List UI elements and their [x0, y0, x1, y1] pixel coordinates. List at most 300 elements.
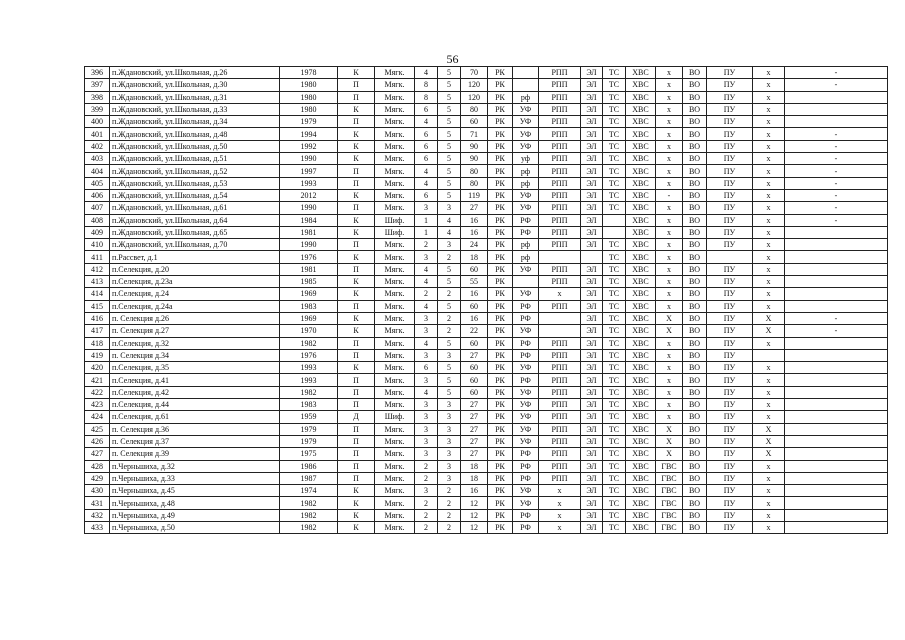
- col-power-cell: ЭЛ: [581, 386, 603, 398]
- col-facade-cell: рф: [513, 239, 539, 251]
- roof-type-cell: Мягк.: [375, 276, 415, 288]
- year-built-cell: 1979: [280, 116, 338, 128]
- col-rpp-cell: РПП: [539, 128, 581, 140]
- col-rpp-cell: РПП: [539, 460, 581, 472]
- col-heating-cell: ТС: [603, 399, 626, 411]
- address-cell: п.Ждановский, ул.Школьная, д.48: [110, 128, 280, 140]
- col-hot-water-cell: х: [656, 374, 683, 386]
- wall-material-cell: К: [338, 128, 375, 140]
- row-number-cell: 414: [85, 288, 110, 300]
- year-built-cell: 1981: [280, 226, 338, 238]
- row-number-cell: 406: [85, 189, 110, 201]
- address-cell: п.Ждановский, ул.Школьная, д.70: [110, 239, 280, 251]
- col-note-cell: [785, 497, 888, 509]
- roof-type-cell: Мягк.: [375, 386, 415, 398]
- col-rk-cell: РК: [488, 497, 513, 509]
- col-mark-cell: х: [753, 263, 785, 275]
- roof-type-cell: Шиф.: [375, 226, 415, 238]
- table-row: [85, 374, 888, 386]
- row-number-cell: 427: [85, 448, 110, 460]
- row-number-cell: 396: [85, 67, 110, 79]
- area-cell: 90: [461, 140, 488, 152]
- floors-cell: 2: [438, 485, 461, 497]
- table-row: [85, 202, 888, 214]
- col-mark-cell: Х: [753, 435, 785, 447]
- units-cell: 3: [415, 485, 438, 497]
- col-facade-cell: РФ: [513, 448, 539, 460]
- col-hot-water-cell: х: [656, 103, 683, 115]
- col-sewer-cell: ВО: [683, 485, 707, 497]
- floors-cell: 5: [438, 153, 461, 165]
- col-gas-cell: ПУ: [707, 140, 753, 152]
- floors-cell: 3: [438, 399, 461, 411]
- col-mark-cell: х: [753, 472, 785, 484]
- year-built-cell: 1983: [280, 300, 338, 312]
- col-hot-water-cell: х: [656, 67, 683, 79]
- col-note-cell: [785, 448, 888, 460]
- col-cold-water-cell: ХВС: [626, 472, 656, 484]
- col-hot-water-cell: х: [656, 91, 683, 103]
- col-rk-cell: РК: [488, 288, 513, 300]
- roof-type-cell: Мягк.: [375, 521, 415, 533]
- roof-type-cell: Мягк.: [375, 153, 415, 165]
- col-gas-cell: ПУ: [707, 214, 753, 226]
- col-mark-cell: х: [753, 116, 785, 128]
- floors-cell: 2: [438, 521, 461, 533]
- col-mark-cell: х: [753, 165, 785, 177]
- area-cell: 27: [461, 399, 488, 411]
- table-row: [85, 128, 888, 140]
- area-cell: 60: [461, 362, 488, 374]
- col-rk-cell: РК: [488, 153, 513, 165]
- wall-material-cell: Д: [338, 411, 375, 423]
- roof-type-cell: Мягк.: [375, 374, 415, 386]
- address-cell: п.Селекция, д.42: [110, 386, 280, 398]
- col-rpp-cell: РПП: [539, 140, 581, 152]
- col-hot-water-cell: х: [656, 276, 683, 288]
- year-built-cell: 1969: [280, 288, 338, 300]
- roof-type-cell: Мягк.: [375, 103, 415, 115]
- col-sewer-cell: ВО: [683, 165, 707, 177]
- year-built-cell: 1978: [280, 67, 338, 79]
- year-built-cell: 1982: [280, 521, 338, 533]
- col-sewer-cell: ВО: [683, 239, 707, 251]
- col-mark-cell: х: [753, 214, 785, 226]
- col-sewer-cell: ВО: [683, 226, 707, 238]
- address-cell: п.Ждановский, ул.Школьная, д.65: [110, 226, 280, 238]
- row-number-cell: 417: [85, 325, 110, 337]
- units-cell: 4: [415, 300, 438, 312]
- roof-type-cell: Мягк.: [375, 116, 415, 128]
- col-hot-water-cell: х: [656, 140, 683, 152]
- col-rpp-cell: РПП: [539, 423, 581, 435]
- col-facade-cell: УФ: [513, 386, 539, 398]
- year-built-cell: 1987: [280, 472, 338, 484]
- col-note-cell: -: [785, 312, 888, 324]
- floors-cell: 2: [438, 325, 461, 337]
- floors-cell: 2: [438, 497, 461, 509]
- col-facade-cell: УФ: [513, 497, 539, 509]
- address-cell: п.Рассвет, д.1: [110, 251, 280, 263]
- col-heating-cell: ТС: [603, 91, 626, 103]
- row-number-cell: 412: [85, 263, 110, 275]
- year-built-cell: 1984: [280, 214, 338, 226]
- col-mark-cell: х: [753, 79, 785, 91]
- row-number-cell: 403: [85, 153, 110, 165]
- row-number-cell: 426: [85, 435, 110, 447]
- col-power-cell: ЭЛ: [581, 485, 603, 497]
- col-note-cell: [785, 103, 888, 115]
- floors-cell: 3: [438, 202, 461, 214]
- col-rk-cell: РК: [488, 91, 513, 103]
- col-sewer-cell: ВО: [683, 509, 707, 521]
- col-gas-cell: ПУ: [707, 128, 753, 140]
- address-cell: п.Селекция, д.44: [110, 399, 280, 411]
- row-number-cell: 405: [85, 177, 110, 189]
- table-row: [85, 276, 888, 288]
- col-heating-cell: ТС: [603, 251, 626, 263]
- year-built-cell: 1992: [280, 140, 338, 152]
- col-rk-cell: РК: [488, 374, 513, 386]
- roof-type-cell: Мягк.: [375, 91, 415, 103]
- year-built-cell: 1990: [280, 202, 338, 214]
- col-gas-cell: ПУ: [707, 79, 753, 91]
- col-heating-cell: ТС: [603, 288, 626, 300]
- col-hot-water-cell: -: [656, 189, 683, 201]
- units-cell: 8: [415, 91, 438, 103]
- wall-material-cell: К: [338, 251, 375, 263]
- year-built-cell: 1990: [280, 153, 338, 165]
- units-cell: 4: [415, 116, 438, 128]
- roof-type-cell: Мягк.: [375, 202, 415, 214]
- year-built-cell: 1982: [280, 509, 338, 521]
- col-rpp-cell: [539, 325, 581, 337]
- col-cold-water-cell: ХВС: [626, 325, 656, 337]
- address-cell: п.Черньшиха, д.48: [110, 497, 280, 509]
- year-built-cell: 1985: [280, 276, 338, 288]
- area-cell: 18: [461, 460, 488, 472]
- units-cell: 4: [415, 386, 438, 398]
- roof-type-cell: Мягк.: [375, 140, 415, 152]
- col-power-cell: ЭЛ: [581, 153, 603, 165]
- col-facade-cell: РФ: [513, 374, 539, 386]
- col-gas-cell: [707, 251, 753, 263]
- roof-type-cell: Мягк.: [375, 288, 415, 300]
- area-cell: 16: [461, 226, 488, 238]
- table-row: [85, 153, 888, 165]
- year-built-cell: 1969: [280, 312, 338, 324]
- roof-type-cell: Мягк.: [375, 165, 415, 177]
- year-built-cell: 1980: [280, 79, 338, 91]
- table-row: [85, 423, 888, 435]
- col-rpp-cell: РПП: [539, 239, 581, 251]
- col-rk-cell: РК: [488, 189, 513, 201]
- col-cold-water-cell: ХВС: [626, 67, 656, 79]
- col-cold-water-cell: ХВС: [626, 300, 656, 312]
- col-facade-cell: УФ: [513, 435, 539, 447]
- col-facade-cell: РФ: [513, 521, 539, 533]
- table-row: [85, 485, 888, 497]
- col-rk-cell: РК: [488, 165, 513, 177]
- col-power-cell: ЭЛ: [581, 300, 603, 312]
- col-heating-cell: ТС: [603, 411, 626, 423]
- col-sewer-cell: ВО: [683, 153, 707, 165]
- row-number-cell: 416: [85, 312, 110, 324]
- roof-type-cell: Мягк.: [375, 337, 415, 349]
- col-note-cell: [785, 472, 888, 484]
- units-cell: 3: [415, 202, 438, 214]
- col-power-cell: ЭЛ: [581, 472, 603, 484]
- year-built-cell: 1990: [280, 239, 338, 251]
- col-sewer-cell: ВО: [683, 386, 707, 398]
- col-gas-cell: ПУ: [707, 202, 753, 214]
- col-facade-cell: УФ: [513, 325, 539, 337]
- col-facade-cell: УФ: [513, 263, 539, 275]
- col-rpp-cell: х: [539, 521, 581, 533]
- table-row: [85, 79, 888, 91]
- col-hot-water-cell: х: [656, 226, 683, 238]
- units-cell: 8: [415, 79, 438, 91]
- col-note-cell: [785, 485, 888, 497]
- col-note-cell: -: [785, 153, 888, 165]
- col-power-cell: ЭЛ: [581, 374, 603, 386]
- col-cold-water-cell: ХВС: [626, 165, 656, 177]
- col-note-cell: [785, 362, 888, 374]
- wall-material-cell: П: [338, 165, 375, 177]
- col-heating-cell: ТС: [603, 140, 626, 152]
- col-note-cell: [785, 276, 888, 288]
- table-row: [85, 386, 888, 398]
- col-mark-cell: х: [753, 140, 785, 152]
- wall-material-cell: П: [338, 472, 375, 484]
- address-cell: п.Ждановский, ул.Школьная, д.50: [110, 140, 280, 152]
- col-hot-water-cell: Х: [656, 325, 683, 337]
- roof-type-cell: Мягк.: [375, 325, 415, 337]
- area-cell: 90: [461, 153, 488, 165]
- col-heating-cell: ТС: [603, 263, 626, 275]
- col-gas-cell: ПУ: [707, 399, 753, 411]
- year-built-cell: 1993: [280, 362, 338, 374]
- col-mark-cell: Х: [753, 423, 785, 435]
- col-rk-cell: РК: [488, 177, 513, 189]
- col-facade-cell: рф: [513, 251, 539, 263]
- col-sewer-cell: ВО: [683, 325, 707, 337]
- col-rk-cell: РК: [488, 300, 513, 312]
- col-heating-cell: ТС: [603, 189, 626, 201]
- col-gas-cell: ПУ: [707, 448, 753, 460]
- col-rpp-cell: [539, 251, 581, 263]
- area-cell: 16: [461, 312, 488, 324]
- col-hot-water-cell: ГВС: [656, 472, 683, 484]
- col-heating-cell: ТС: [603, 128, 626, 140]
- col-note-cell: [785, 423, 888, 435]
- address-cell: п.Ждановский, ул.Школьная, д.61: [110, 202, 280, 214]
- units-cell: 6: [415, 362, 438, 374]
- col-gas-cell: ПУ: [707, 521, 753, 533]
- col-sewer-cell: ВО: [683, 263, 707, 275]
- row-number-cell: 430: [85, 485, 110, 497]
- col-power-cell: ЭЛ: [581, 214, 603, 226]
- col-rk-cell: РК: [488, 276, 513, 288]
- roof-type-cell: Мягк.: [375, 177, 415, 189]
- col-gas-cell: ПУ: [707, 472, 753, 484]
- wall-material-cell: П: [338, 263, 375, 275]
- col-cold-water-cell: ХВС: [626, 239, 656, 251]
- col-rpp-cell: РПП: [539, 116, 581, 128]
- col-facade-cell: УФ: [513, 485, 539, 497]
- col-cold-water-cell: ХВС: [626, 386, 656, 398]
- col-power-cell: ЭЛ: [581, 67, 603, 79]
- year-built-cell: 1959: [280, 411, 338, 423]
- col-note-cell: [785, 460, 888, 472]
- col-mark-cell: Х: [753, 448, 785, 460]
- col-rpp-cell: РПП: [539, 91, 581, 103]
- col-cold-water-cell: ХВС: [626, 349, 656, 361]
- col-rpp-cell: РПП: [539, 362, 581, 374]
- col-hot-water-cell: ГВС: [656, 497, 683, 509]
- wall-material-cell: К: [338, 226, 375, 238]
- col-power-cell: ЭЛ: [581, 288, 603, 300]
- col-sewer-cell: ВО: [683, 251, 707, 263]
- row-number-cell: 408: [85, 214, 110, 226]
- floors-cell: 3: [438, 448, 461, 460]
- col-heating-cell: ТС: [603, 521, 626, 533]
- col-power-cell: ЭЛ: [581, 91, 603, 103]
- col-sewer-cell: ВО: [683, 374, 707, 386]
- roof-type-cell: Мягк.: [375, 472, 415, 484]
- address-cell: п. Селекция д.27: [110, 325, 280, 337]
- row-number-cell: 428: [85, 460, 110, 472]
- area-cell: 27: [461, 202, 488, 214]
- row-number-cell: 418: [85, 337, 110, 349]
- col-mark-cell: х: [753, 521, 785, 533]
- col-heating-cell: ТС: [603, 386, 626, 398]
- wall-material-cell: К: [338, 153, 375, 165]
- col-cold-water-cell: ХВС: [626, 411, 656, 423]
- col-gas-cell: ПУ: [707, 300, 753, 312]
- units-cell: 3: [415, 423, 438, 435]
- col-heating-cell: ТС: [603, 362, 626, 374]
- year-built-cell: 1980: [280, 91, 338, 103]
- units-cell: 3: [415, 411, 438, 423]
- col-hot-water-cell: Х: [656, 435, 683, 447]
- col-hot-water-cell: х: [656, 300, 683, 312]
- year-built-cell: 2012: [280, 189, 338, 201]
- address-cell: п.Черньшиха, д.49: [110, 509, 280, 521]
- roof-type-cell: Мягк.: [375, 189, 415, 201]
- col-facade-cell: УФ: [513, 103, 539, 115]
- table-row: [85, 116, 888, 128]
- table-row: [85, 103, 888, 115]
- col-note-cell: [785, 399, 888, 411]
- col-mark-cell: х: [753, 374, 785, 386]
- col-sewer-cell: ВО: [683, 411, 707, 423]
- col-gas-cell: ПУ: [707, 509, 753, 521]
- year-built-cell: 1976: [280, 349, 338, 361]
- col-rk-cell: РК: [488, 435, 513, 447]
- units-cell: 4: [415, 177, 438, 189]
- col-hot-water-cell: х: [656, 411, 683, 423]
- units-cell: 1: [415, 226, 438, 238]
- address-cell: п. Селекция д.34: [110, 349, 280, 361]
- col-gas-cell: ПУ: [707, 325, 753, 337]
- year-built-cell: 1982: [280, 337, 338, 349]
- row-number-cell: 402: [85, 140, 110, 152]
- table-row: [85, 226, 888, 238]
- area-cell: 71: [461, 128, 488, 140]
- year-built-cell: 1979: [280, 435, 338, 447]
- col-rpp-cell: РПП: [539, 349, 581, 361]
- year-built-cell: 1979: [280, 423, 338, 435]
- col-mark-cell: х: [753, 153, 785, 165]
- col-gas-cell: ПУ: [707, 67, 753, 79]
- col-gas-cell: ПУ: [707, 91, 753, 103]
- roof-type-cell: Мягк.: [375, 312, 415, 324]
- table-row: [85, 165, 888, 177]
- wall-material-cell: П: [338, 79, 375, 91]
- table-row: [85, 448, 888, 460]
- col-rk-cell: РК: [488, 399, 513, 411]
- col-note-cell: [785, 251, 888, 263]
- col-hot-water-cell: х: [656, 337, 683, 349]
- roof-type-cell: Мягк.: [375, 128, 415, 140]
- col-mark-cell: х: [753, 251, 785, 263]
- roof-type-cell: Мягк.: [375, 460, 415, 472]
- col-heating-cell: ТС: [603, 435, 626, 447]
- col-rk-cell: РК: [488, 202, 513, 214]
- col-gas-cell: ПУ: [707, 116, 753, 128]
- col-cold-water-cell: ХВС: [626, 485, 656, 497]
- floors-cell: 5: [438, 177, 461, 189]
- col-sewer-cell: ВО: [683, 362, 707, 374]
- area-cell: 80: [461, 165, 488, 177]
- housing-registry-table: [84, 66, 888, 534]
- col-facade-cell: РФ: [513, 349, 539, 361]
- units-cell: 2: [415, 509, 438, 521]
- col-hot-water-cell: х: [656, 153, 683, 165]
- col-note-cell: -: [785, 325, 888, 337]
- roof-type-cell: Мягк.: [375, 67, 415, 79]
- col-power-cell: ЭЛ: [581, 521, 603, 533]
- wall-material-cell: П: [338, 116, 375, 128]
- table-row: [85, 349, 888, 361]
- col-hot-water-cell: х: [656, 251, 683, 263]
- floors-cell: 3: [438, 423, 461, 435]
- col-heating-cell: ТС: [603, 79, 626, 91]
- area-cell: 120: [461, 79, 488, 91]
- roof-type-cell: Мягк.: [375, 263, 415, 275]
- col-cold-water-cell: ХВС: [626, 276, 656, 288]
- row-number-cell: 413: [85, 276, 110, 288]
- year-built-cell: 1970: [280, 325, 338, 337]
- address-cell: п.Селекция, д.20: [110, 263, 280, 275]
- wall-material-cell: П: [338, 337, 375, 349]
- col-sewer-cell: ВО: [683, 497, 707, 509]
- col-rk-cell: РК: [488, 214, 513, 226]
- col-cold-water-cell: ХВС: [626, 362, 656, 374]
- wall-material-cell: П: [338, 386, 375, 398]
- floors-cell: 5: [438, 116, 461, 128]
- col-sewer-cell: ВО: [683, 300, 707, 312]
- col-heating-cell: ТС: [603, 153, 626, 165]
- floors-cell: 5: [438, 189, 461, 201]
- col-heating-cell: ТС: [603, 300, 626, 312]
- area-cell: 60: [461, 374, 488, 386]
- row-number-cell: 409: [85, 226, 110, 238]
- col-rk-cell: РК: [488, 362, 513, 374]
- floors-cell: 5: [438, 374, 461, 386]
- col-gas-cell: ПУ: [707, 153, 753, 165]
